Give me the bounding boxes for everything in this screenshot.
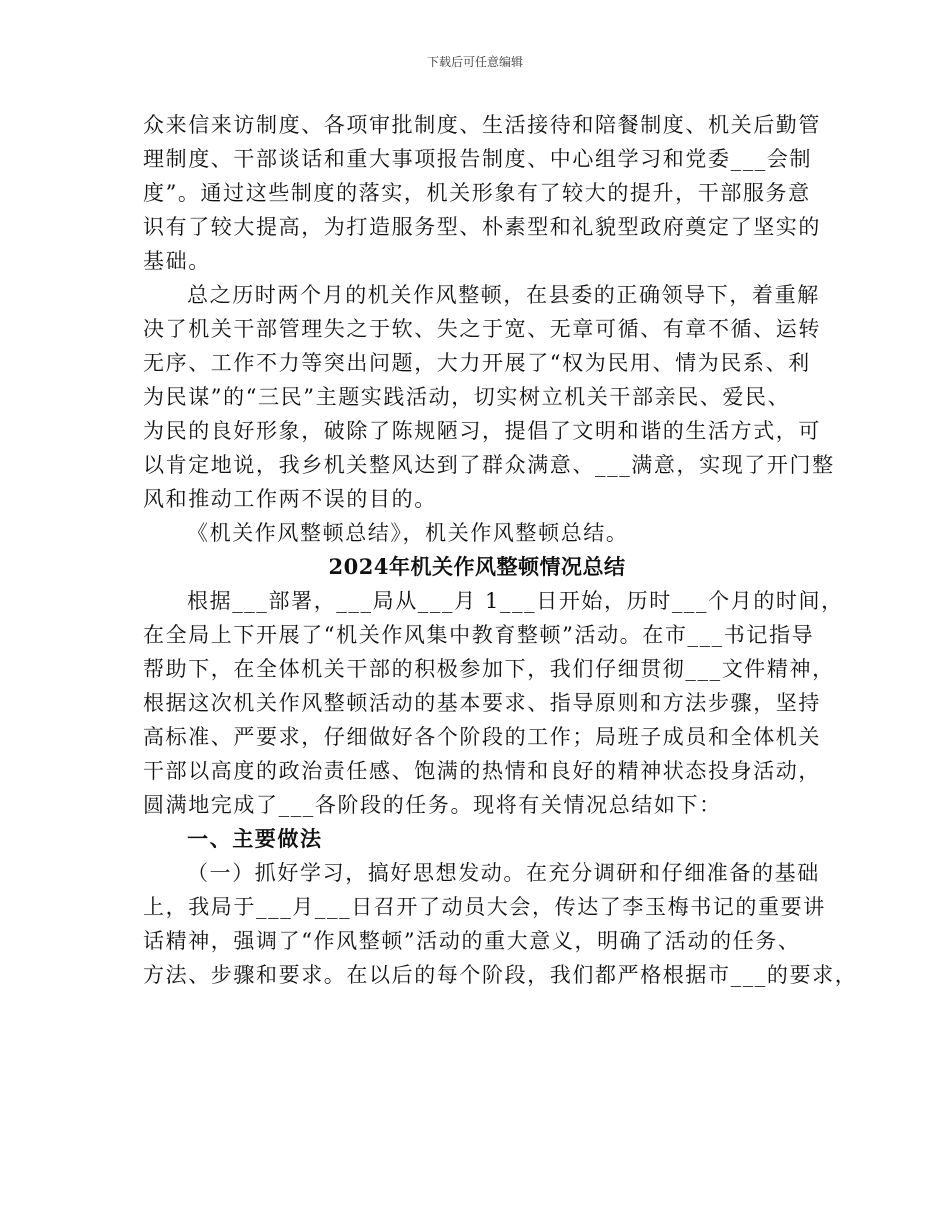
- text-line: 在全局上下开展了“机关作风集中教育整顿”活动。在市___书记指导: [143, 623, 815, 647]
- paragraph-study: [143, 856, 858, 992]
- text-line: 理制度、干部谈话和重大事项报告制度、中心组学习和党委___会制: [143, 147, 813, 171]
- text-line: 风和推动工作两不误的目的。: [143, 487, 437, 511]
- text-line: 为民的良好形象，破除了陈规陋习，提倡了文明和谐的生活方式，可: [143, 419, 821, 443]
- document-title: 2024年机关作风整顿情况总结: [328, 554, 626, 579]
- text-line: 干部以高度的政治责任感、饱满的热情和良好的精神状态投身活动，: [143, 759, 821, 783]
- text-line: 话精神，强调了“作风整顿”活动的重大意义，明确了活动的任务、: [143, 929, 801, 953]
- text-line: 根据___部署，___局从___月 1___日开始，历时___个月的时间，: [187, 589, 844, 613]
- text-line: （一）抓好学习，搞好思想发动。在充分调研和仔细准备的基础: [187, 861, 820, 885]
- text-line: 以肯定地说，我乡机关整风达到了群众满意、___满意，实现了开门整: [143, 453, 835, 477]
- text-line: 基础。: [143, 249, 211, 273]
- document-body: [143, 108, 858, 992]
- text-line: 众来信来访制度、各项审批制度、生活接待和陪餐制度、机关后勤管: [143, 113, 821, 137]
- text-line: 圆满地完成了___各阶段的任务。现将有关情况总结如下：: [143, 793, 722, 817]
- text-line: 为民谋”的“三民”主题实践活动，切实树立机关干部亲民、爱民、: [143, 385, 791, 409]
- page-header-note: 下载后可任意编辑: [426, 55, 523, 69]
- text-line: 方法、步骤和要求。在以后的每个阶段，我们都严格根据市___的要求，: [143, 963, 858, 987]
- text-line: 根据这次机关作风整顿活动的基本要求、指导原则和方法步骤，坚持: [143, 691, 821, 715]
- text-line: 高标准、严要求，仔细做好各个阶段的工作；局班子成员和全体机关: [143, 725, 821, 749]
- section-heading: 一、主要做法: [187, 826, 323, 851]
- text-line: 决了机关干部管理失之于软、失之于宽、无章可循、有章不循、运转: [143, 317, 821, 341]
- text-line: 度”。通过这些制度的落实，机关形象有了较大的提升，干部服务意: [143, 181, 811, 205]
- paragraph-intro: [143, 584, 844, 822]
- text-line: 无序、工作不力等突出问题，大力开展了“权为民用、情为民系、利: [143, 351, 811, 375]
- text-line: 上，我局于___月___日召开了动员大会，传达了李玉梅书记的重要讲: [143, 895, 826, 919]
- text-line: 识有了较大提高，为打造服务型、朴素型和礼貌型政府奠定了坚实的: [143, 215, 821, 239]
- source-note: 《机关作风整顿总结》，机关作风整顿总结。: [187, 521, 629, 545]
- text-line: 总之历时两个月的机关作风整顿，在县委的正确领导下，着重解: [187, 283, 820, 307]
- paragraph-conclusion: [143, 278, 835, 516]
- text-line: 帮助下，在全体机关干部的积极参加下，我们仔细贯彻___文件精神，: [143, 657, 835, 681]
- paragraph-system-measures: [143, 108, 821, 278]
